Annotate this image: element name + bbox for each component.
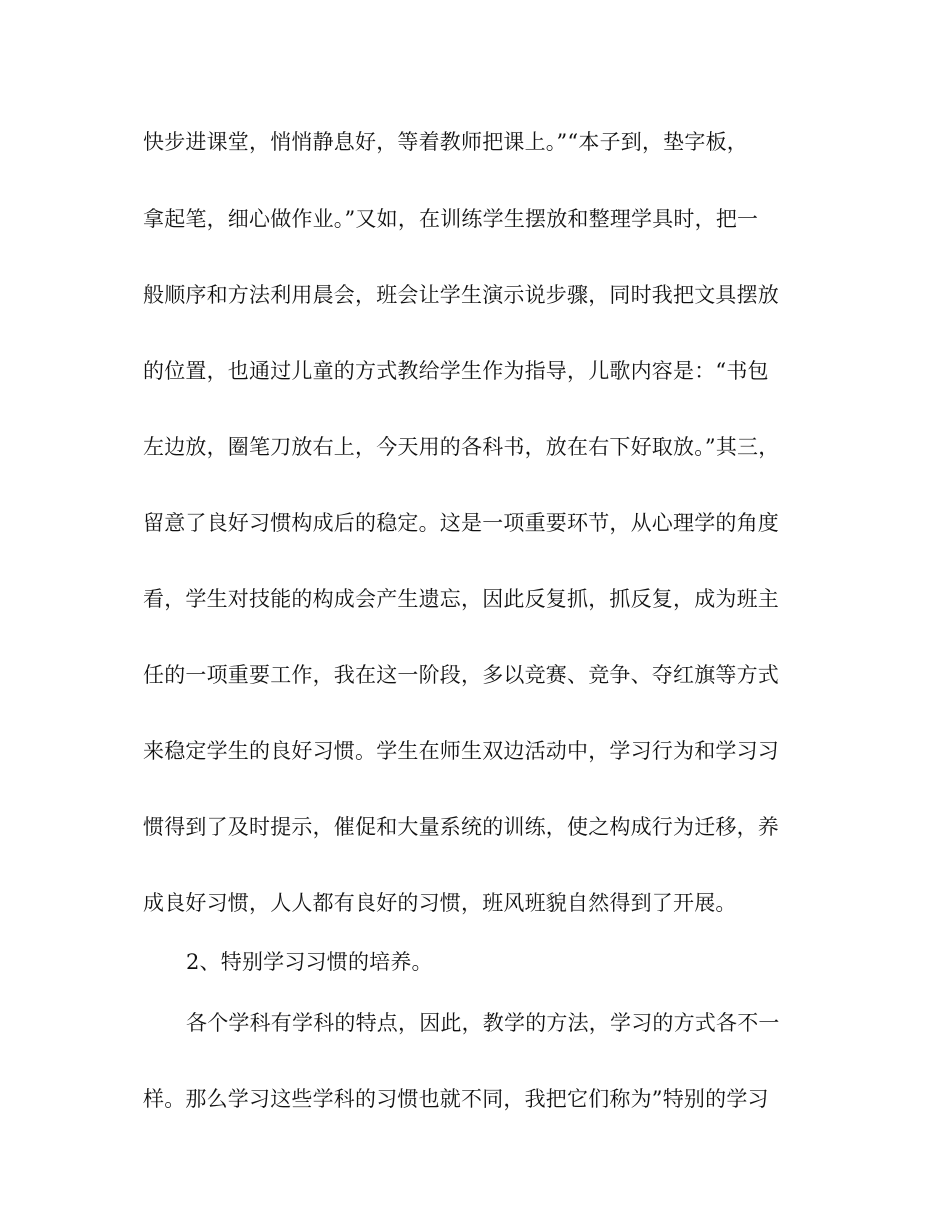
paragraph-line: 的位置，也通过儿童的方式教给学生作为指导，儿歌内容是：“书包	[143, 359, 769, 383]
paragraph-line: 成良好习惯，人人都有良好的习惯，班风班貌自然得到了开展。	[143, 891, 737, 915]
paragraph-line: 留意了良好习惯构成后的稳定。这是一项重要环节，从心理学的角度	[143, 511, 779, 535]
paragraph-line: 左边放，圈笔刀放右上，今天用的各科书，放在右下好取放。”其三，	[143, 435, 780, 459]
paragraph-line: 快步进课堂，悄悄静息好，等着教师把课上。”“本子到，垫字板，	[143, 130, 748, 154]
paragraph-line: 看，学生对技能的构成会产生遗忘，因此反复抓，抓反复，成为班主	[143, 587, 779, 611]
section-heading: 2、特别学习习惯的培养。	[186, 950, 433, 974]
paragraph-line: 拿起笔，细心做作业。”又如，在训练学生摆放和整理学具时，把一	[143, 207, 759, 231]
paragraph-line: 惯得到了及时提示，催促和大量系统的训练，使之构成行为迁移，养	[143, 815, 779, 839]
paragraph-line: 样。那么学习这些学科的习惯也就不同，我把它们称为”特别的学习	[143, 1087, 769, 1111]
paragraph-line: 般顺序和方法利用晨会，班会让学生演示说步骤，同时我把文具摆放	[143, 283, 779, 307]
paragraph-line: 任的一项重要工作，我在这一阶段，多以竞赛、竞争、夺红旗等方式	[143, 663, 779, 687]
paragraph-line: 来稳定学生的良好习惯。学生在师生双边活动中，学习行为和学习习	[143, 739, 779, 763]
paragraph-line: 各个学科有学科的特点，因此，教学的方法，学习的方式各不一	[186, 1011, 780, 1035]
